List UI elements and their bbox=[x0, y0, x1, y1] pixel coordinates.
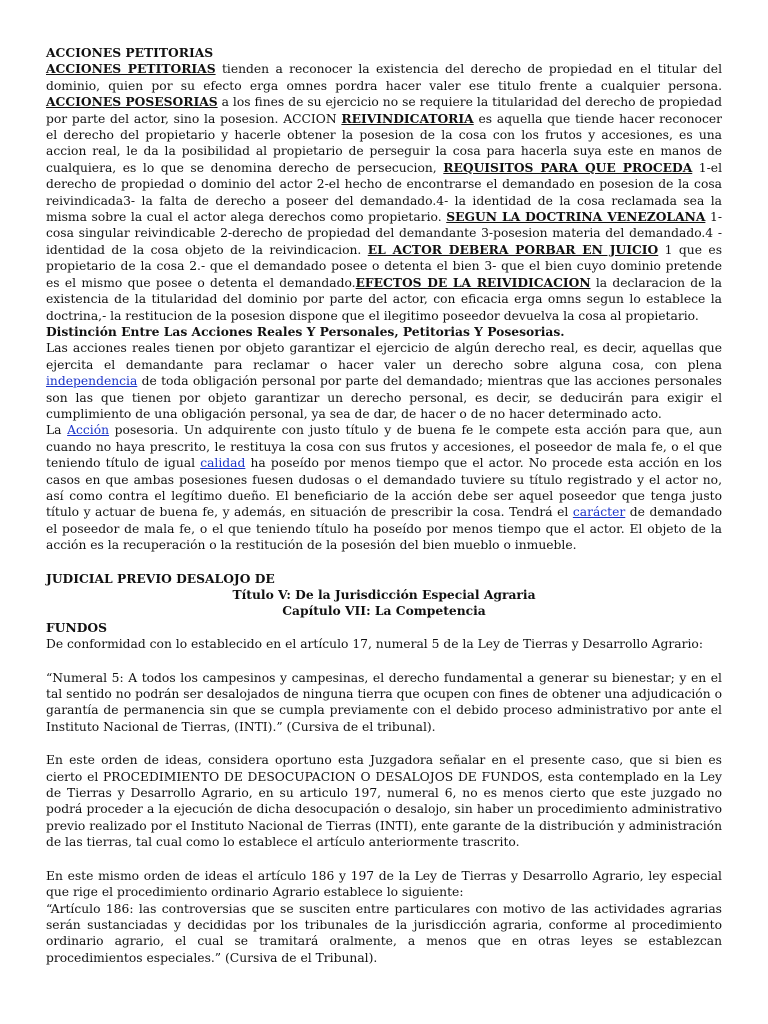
text-segment: a los fines de su ejercicio no se requiere la titularidad del derecho de propiedad por parte del actor, sino la posesion. ACCION bbox=[46, 95, 722, 126]
capitulo-heading: Capítulo VII: La Competencia bbox=[282, 603, 486, 619]
text-segment: ha poseído por menos tiempo que el actor. No procede esta acción en los casos en que ambas posesiones fuesen dudosas o el demandado tuviere su título registrado y el actor no, así como contra el legítimo dueño. El beneficiario de la acción debe ser aquel poseedor que tenga justo título y actuar de buena fe, y además, en situación de prescribir la cosa. Tendrá el bbox=[46, 456, 722, 520]
text-segment: 1 que es propietario de la cosa 2.- que el demandado posee o detenta el bien 3- que el bien cuyo dominio pretende es el mismo que posee o detenta el demandado. bbox=[46, 242, 723, 290]
paragraph-articulo-186-197: En este mismo orden de ideas el artículo 186 y 197 de la Ley de Tierras y Desarrollo Agrario, ley especial que rige el procedimiento ordinario Agrario establece lo siguiente: bbox=[46, 868, 722, 900]
section-title-acciones-petitorias: ACCIONES PETITORIAS bbox=[46, 45, 214, 60]
titulo-heading: Título V: De la Jurisdicción Especial Agraria bbox=[232, 587, 536, 602]
paragraph-acciones bbox=[46, 61, 722, 324]
text-segment: de toda obligación personal por parte del demandado; mientras que las acciones personales son las que tienen por objeto garantizar un derecho personal, es decir, se deducirán para exigir el cumplimiento de una obligación personal, ya sea de dar, de hacer o de no hacer determinado acto. bbox=[46, 374, 722, 421]
paragraph-conformidad: De conformidad con lo establecido en el artículo 17, numeral 5 de la Ley de Tierras y Desarrollo Agrario: bbox=[46, 637, 703, 652]
spacer bbox=[46, 851, 722, 868]
term-requisitos: REQUISITOS PARA QUE PROCEDA bbox=[443, 159, 693, 175]
paragraph-acciones-reales bbox=[46, 340, 722, 422]
section-title-distincion: Distinción Entre Las Acciones Reales Y Personales, Petitorias Y Posesorias. bbox=[46, 323, 565, 339]
term-reivindicatoria: REIVINDICATORIA bbox=[341, 110, 474, 126]
spacer bbox=[46, 653, 722, 670]
paragraph-numeral-5: “Numeral 5: A todos los campesinos y campesinas, el derecho fundamental a generar su bienestar; y en el tal sentido no podrán ser desalojados de ninguna tierra que ocupen con fines de obtener una adjudicación o garantía de permanencia sin que se cumpla previamente con el debido proceso administrativo por ante el Instituto Nacional de Tierras, (INTI).” (Cursiva de el tribunal). bbox=[46, 670, 722, 734]
text-segment: 1-cosa singular reivindicable 2-derecho de propiedad del demandante 3-posesion materia del demandado.4 - identidad de la cosa objeto de la reivindicacion. bbox=[46, 210, 722, 257]
term-acciones-posesorias: ACCIONES POSESORIAS bbox=[46, 94, 218, 110]
term-acciones-petitorias: ACCIONES PETITORIAS bbox=[46, 61, 216, 77]
paragraph-orden-ideas: En este orden de ideas, considera oportuno esta Juzgadora señalar en el presente caso, que si bien es cierto el PROCEDIMIENTO DE DESOCUPACION O DESALOJOS DE FUNDOS, esta contemplado en la Ley de Tierras y Desarrollo Agrario, en su articulo 197, numeral 6, no es menos cierto que este juzgado no podrá proceder a la ejecución de dicha desocupación o desalojo, sin haber un procedimiento administrativo previo realizado por el Instituto Nacional de Tierras (INTI), ente garante de la distribución y administración de las tierras, tal cual como lo establece el artículo anteriormente trascrito. bbox=[46, 753, 722, 850]
link-accion[interactable]: Acción bbox=[67, 423, 110, 438]
text-segment: tienden a reconocer la existencia del derecho de propiedad en el titular del dominio, quien por su efecto erga omnes pordra hacer valer ese titulo frente a cualquier persona. bbox=[46, 62, 722, 93]
spacer bbox=[46, 735, 722, 752]
paragraph-articulo-186-quote: “Artículo 186: las controversias que se susciten entre particulares con motivo de las actividades agrarias serán sustanciadas y decididas por los tribunales de la jurisdicción agraria, conforme al procedimiento ordinario agrario, el cual se tramitará oralmente, a menos que en otras leyes se establezcan procedimientos especiales.” (Cursiva de el Tribunal). bbox=[46, 901, 722, 965]
section-heading-judicial: JUDICIAL PREVIO DESALOJO DE bbox=[46, 570, 275, 586]
term-efectos: EFECTOS DE LA REIVIDICACION bbox=[355, 274, 591, 290]
text-segment: Las acciones reales tienen por objeto garantizar el ejercicio de algún derecho real, es decir, aquellas que ejercita el demandante para reclamar o hacer valer un derecho sobre alguna cosa, con plena bbox=[46, 341, 722, 372]
paragraph-accion-posesoria bbox=[46, 422, 722, 553]
text-segment: la declaracion de la existencia de la titularidad del dominio por parte del actor, con eficacia erga omns segun lo establece la doctrina,- la restitucion de la posesion dispone que el ilegitimo poseedor devuelva la cosa al propietario. bbox=[46, 275, 722, 323]
text-segment: posesoria. Un adquirente con justo título y de buena fe le compete esta acción para que, aun cuando no haya prescrito, le restituya la cosa con sus frutos y accesiones, el poseedor de mala fe, o el que teniendo título de igual bbox=[46, 423, 722, 471]
link-independencia[interactable]: independencia bbox=[46, 374, 138, 389]
link-calidad[interactable]: calidad bbox=[200, 456, 246, 471]
link-caracter[interactable]: carácter bbox=[572, 505, 626, 520]
text-segment: es aquella que tiende hacer reconocer el derecho del propietario y hacerle obtener la posesion de la cosa con los frutos y accesiones, es una accion real, le da la posibilidad al propietario de perseguir la cosa para hacerla suya este en manos de cualquiera, es lo que se denomina derecho de persecucion, bbox=[46, 111, 722, 175]
term-doctrina-venezolana: SEGUN LA DOCTRINA VENEZOLANA bbox=[446, 209, 706, 225]
spacer bbox=[46, 554, 722, 571]
text-segment: de demandado el poseedor de mala fe, o el que teniendo título ha poseído por menos tiempo que el actor. El objeto de la acción es la recuperación o la restitución de la posesión del bien mueblo o inmueble. bbox=[46, 505, 722, 553]
text-segment: La bbox=[46, 423, 68, 438]
term-actor-debera-probar: EL ACTOR DEBERA PORBAR EN JUICIO bbox=[367, 241, 659, 257]
fundos-heading: FUNDOS bbox=[46, 619, 107, 635]
text-segment: 1-el derecho de propiedad o dominio del actor 2-el hecho de encontrarse el demandado en posesion de la cosa reivindicada3- la falta de derecho a poseer del demandado.4- la identidad de la cosa reclamada sea la misma sobre la cual el actor alega derechos como propietario. bbox=[46, 160, 722, 225]
